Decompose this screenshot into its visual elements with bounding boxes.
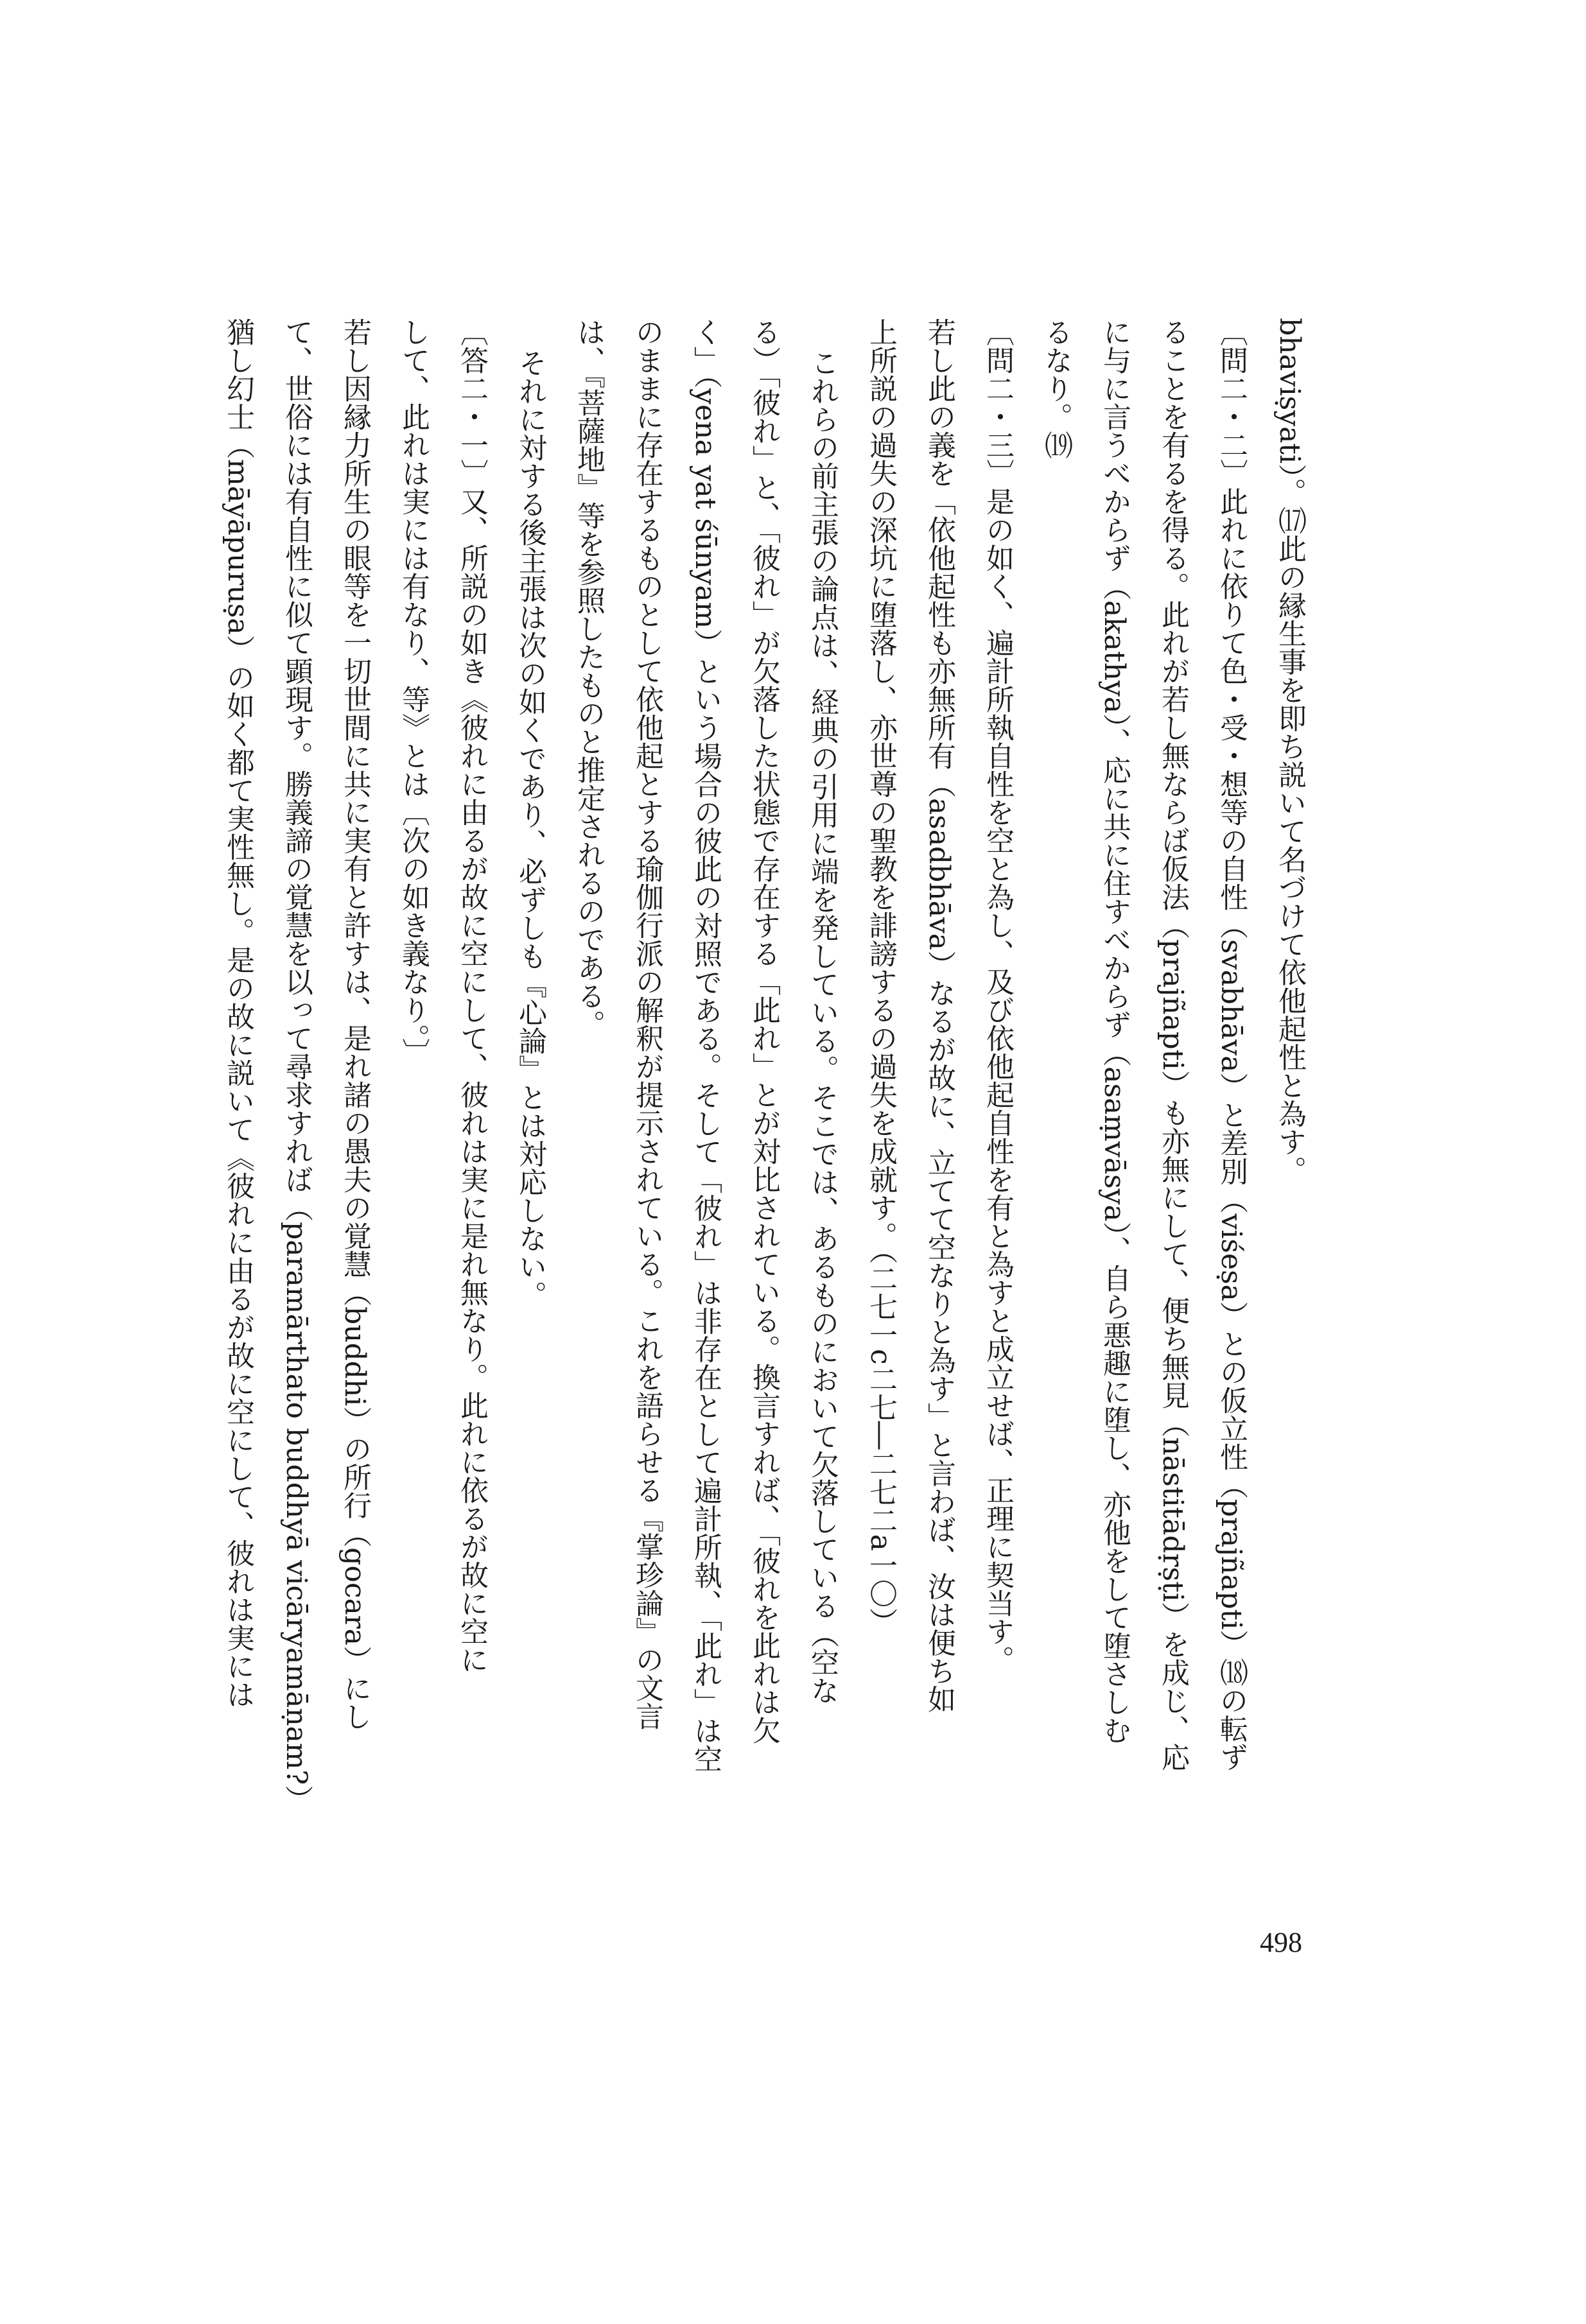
text-line: るなり。⒆ [1040,318,1072,459]
text-line: て、世俗には有自性に似て顕現す。勝義諦の覚慧を以って尋求すれば（paramārthato buddhyā vicāryamāṇam?） [280,318,313,1814]
vertical-text-block [222,318,1306,1878]
text-line: ることを有るを得る。此れが若し無ならば仮法（prajñapti）も亦無にして、便ち無見（nāstitādṛṣṭi）を成じ、応 [1156,318,1189,1771]
page-number: 498 [1260,1927,1302,1958]
text-line: は、『菩薩地』等を参照したものと推定されるのである。 [572,318,605,1038]
text-line: これらの前主張の論点は、経典の引用に端を発している。そこでは、あるものにおいて欠落している（空な [806,349,839,1704]
text-line: く」（yena yat śūnyam）という場合の彼此の対照である。そして「彼れ」は非存在として遍計所執、「此れ」は空 [689,318,722,1773]
text-line: 若し因縁力所生の眼等を一切世間に共に実有と許すは、是れ諸の愚夫の覚慧（buddhi）の所行（gocara）にし [338,318,371,1731]
text-line: 猶し幻士（māyāpuruṣa）の如く都て実性無し。是の故に説いて《彼れに由るが故に空にして、彼れは実には [222,318,254,1708]
text-line: に与に言うべからず（akathya）、応に共に住すべからず（asaṃvāsya）、自ら悪趣に堕し、亦他をして堕さしむ [1098,318,1131,1744]
text-line: る）「彼れ」と、「彼れ」が欠落した状態で存在する「此れ」とが対比されている。換言すれば、「彼れを此れは欠 [747,318,780,1744]
text-line: 若し此の義を「依他起性も亦無所有（asadbhāva）なるが故に、立てて空なりと為す」と言わば、汝は便ち如 [923,318,955,1713]
text-line: 上所説の過失の深坑に堕落し、亦世尊の聖教を誹謗するの過失を成就す。（二七一c二七―二七二a一〇） [864,318,897,1636]
text-line: して、此れは実には有なり、等》とは〔次の如き義なり。〕 [397,318,430,1066]
text-line: bhaviṣyati）。⒄此の縁生事を即ち説いて名づけて依他起性と為す。 [1273,318,1306,1184]
text-line: それに対する後主張は次の如くであり、必ずしも『心論』とは対応しない。 [514,349,546,1309]
text-line: のままに存在するものとして依他起とする瑜伽行派の解釈が提示されている。これを語らせる『掌珍論』の文言 [631,318,663,1730]
text-line: 〔問二・二〕此れに依りて色・受・想等の自性（svabhāva）と差別（viśeṣa）との仮立性（prajñapti）⒅の転ず [1215,318,1248,1771]
text-line: 〔答二・一〕又、所説の如き《彼れに由るが故に空にして、彼れは実に是れ無なり。此れに依るが故に空に [455,318,488,1674]
text-line: 〔問二・三〕是の如く、遍計所執自性を空と為し、及び依他起自性を有と為すと成立せば、正理に契当す。 [981,318,1014,1674]
